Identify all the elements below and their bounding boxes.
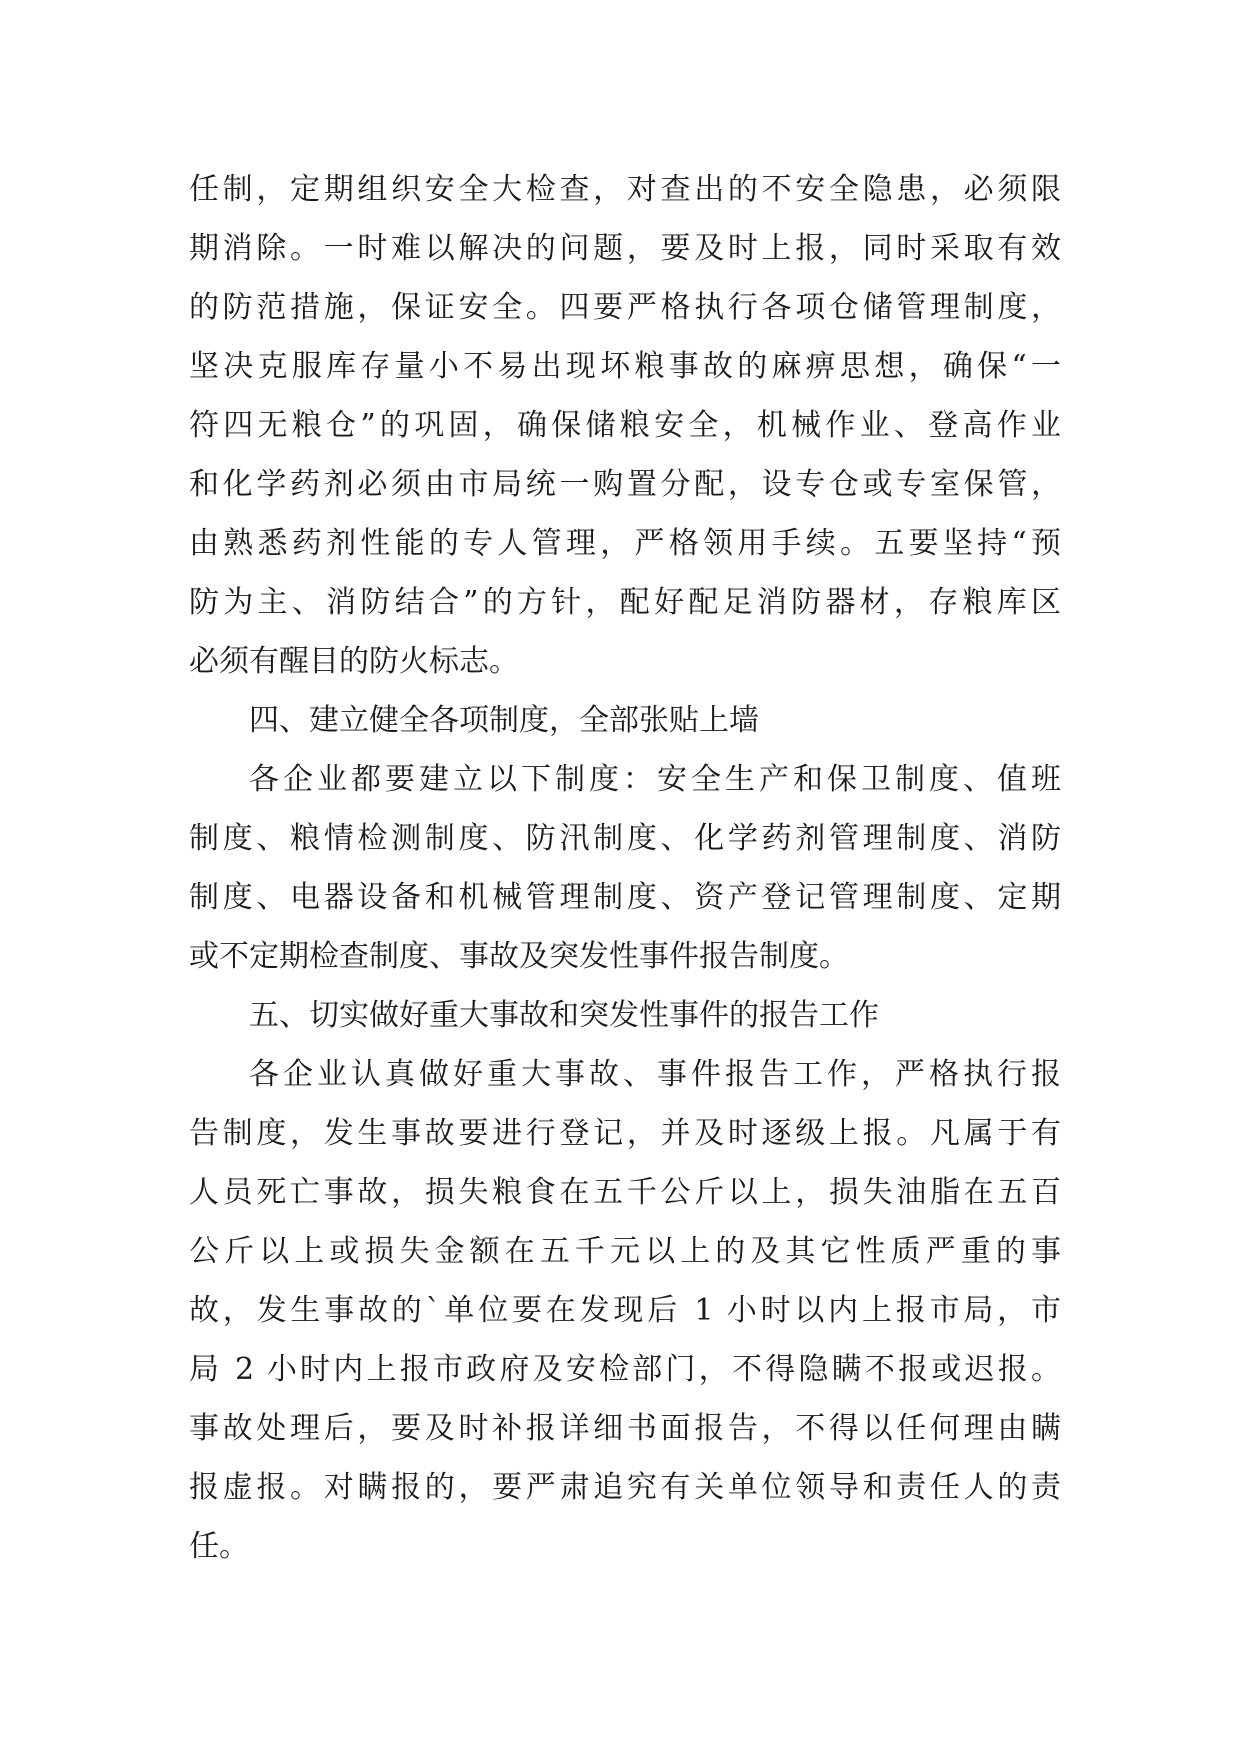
paragraph-line: 任制，定期组织安全大检查，对查出的不安全隐患，必须限 [189, 172, 1061, 207]
paragraph-line: 报虚报。对瞒报的，要严肃追究有关单位领导和责任人的责 [189, 1470, 1061, 1505]
paragraph-line: 告制度，发生事故要进行登记，并及时逐级上报。凡属于有 [189, 1116, 1061, 1151]
paragraph-line: 由熟悉药剂性能的专人管理，严格领用手续。五要坚持“预 [189, 526, 1061, 561]
paragraph-line: 人员死亡事故，损失粮食在五千公斤以上，损失油脂在五百 [189, 1175, 1061, 1210]
paragraph-line: 坚决克服库存量小不易出现坏粮事故的麻痹思想，确保“一 [189, 349, 1061, 384]
section-heading: 四、建立健全各项制度，全部张贴上墙 [249, 703, 759, 738]
paragraph-line: 事故处理后，要及时补报详细书面报告，不得以任何理由瞒 [189, 1411, 1061, 1446]
section-heading: 五、切实做好重大事故和突发性事件的报告工作 [249, 998, 879, 1033]
paragraph-line: 公斤以上或损失金额在五千元以上的及其它性质严重的事 [189, 1234, 1061, 1269]
paragraph-line: 防为主、消防结合”的方针，配好配足消防器材，存粮库区 [189, 585, 1061, 620]
paragraph-line: 和化学药剂必须由市局统一购置分配，设专仓或专室保管， [189, 467, 1061, 502]
paragraph-line: 各企业都要建立以下制度：安全生产和保卫制度、值班 [249, 762, 1061, 797]
paragraph-line: 任。 [189, 1529, 249, 1564]
paragraph-line: 或不定期检查制度、事故及突发性事件报告制度。 [189, 939, 849, 974]
paragraph-line: 的防范措施，保证安全。四要严格执行各项仓储管理制度， [189, 290, 1061, 325]
document-body [189, 160, 1061, 1576]
paragraph-line: 必须有醒目的防火标志。 [189, 644, 519, 679]
paragraph-line: 故，发生事故的`单位要在发现后 1 小时以内上报市局，市 [189, 1293, 1061, 1328]
paragraph-line: 符四无粮仓”的巩固，确保储粮安全，机械作业、登高作业 [189, 408, 1061, 443]
paragraph-line: 局 2 小时内上报市政府及安检部门，不得隐瞒不报或迟报。 [189, 1352, 1061, 1387]
paragraph-line: 制度、电器设备和机械管理制度、资产登记管理制度、定期 [189, 880, 1061, 915]
paragraph-line: 期消除。一时难以解决的问题，要及时上报，同时采取有效 [189, 231, 1061, 266]
paragraph-line: 制度、粮情检测制度、防汛制度、化学药剂管理制度、消防 [189, 821, 1061, 856]
paragraph-line: 各企业认真做好重大事故、事件报告工作，严格执行报 [249, 1057, 1061, 1092]
